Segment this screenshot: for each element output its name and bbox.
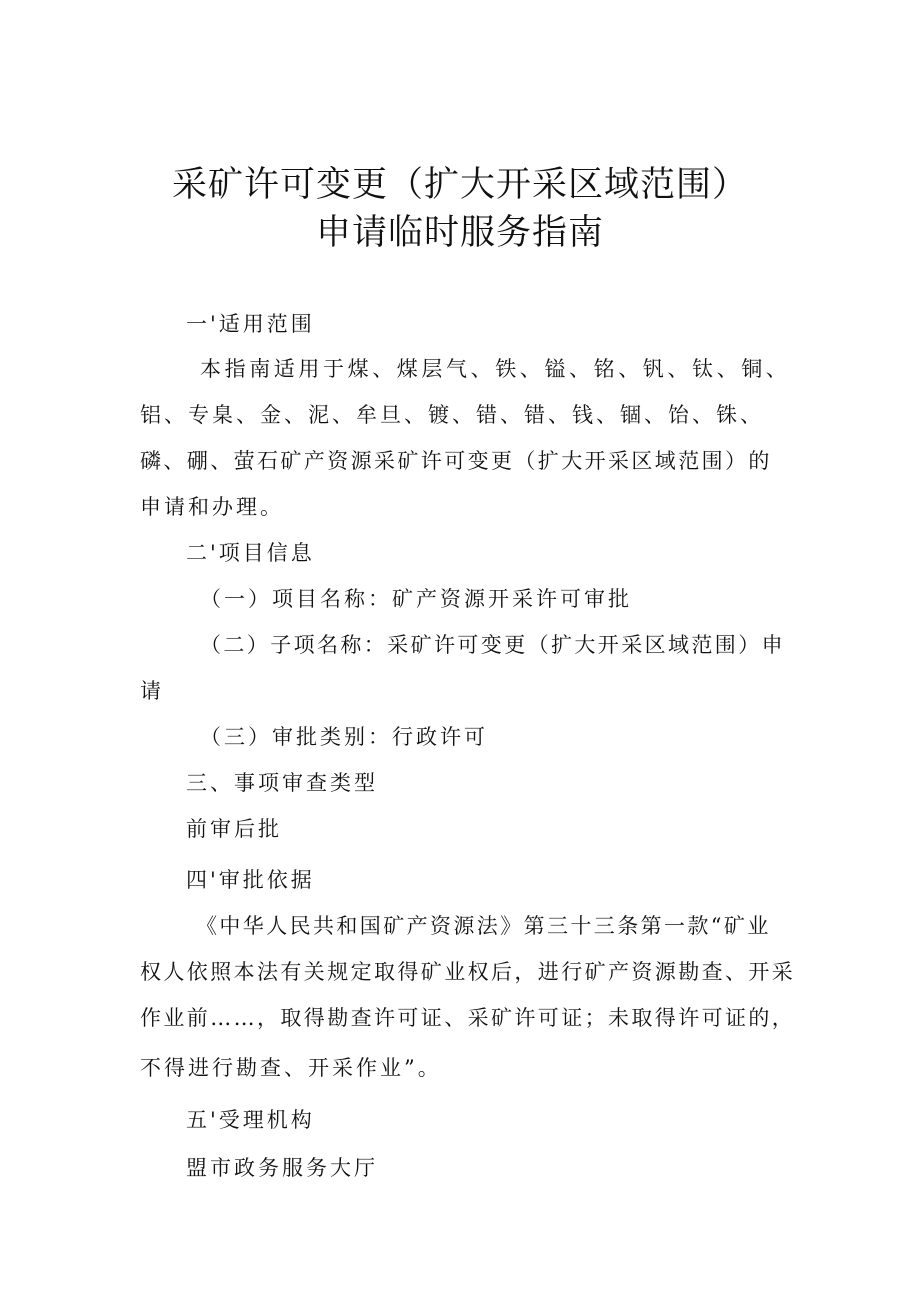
scope-body-line-3: 磷、硼、萤石矿产资源采矿许可变更（扩大开采区域范围）的 <box>140 449 772 473</box>
review-type-value: 前审后批 <box>186 817 282 841</box>
basis-body-line-1: 《中华人民共和国矿产资源法》第三十三条第一款“矿业 <box>196 914 771 938</box>
scope-body-line-1: 本指南适用于煤、煤层气、铁、镒、铭、钒、钛、铜、 <box>200 357 791 381</box>
basis-body-line-4: 不得进行勘查、开采作业”。 <box>140 1056 442 1080</box>
section-heading-agency: 五'受理机构 <box>186 1108 315 1132</box>
project-item-subitem-line-2: 请 <box>140 679 164 703</box>
basis-body-line-3: 作业前……，取得勘查许可证、采矿许可证；未取得许可证的， <box>140 1006 796 1030</box>
project-item-subitem-line-1: （二）子项名称：采矿许可变更（扩大开采区域范围）申 <box>200 633 785 657</box>
project-item-name: （一）项目名称：矿产资源开采许可审批 <box>200 587 632 611</box>
scope-body-line-2: 铝、专臬、金、泥、牟旦、镀、错、错、钱、锢、饴、铢、 <box>140 403 764 427</box>
section-heading-basis: 四'审批依据 <box>186 868 315 892</box>
document-title-line-1: 采矿许可变更（扩大开采区域范围） <box>171 165 748 205</box>
section-heading-project: 二'项目信息 <box>186 541 315 565</box>
document-title-line-2: 申请临时服务指南 <box>315 213 604 253</box>
scope-body-line-4: 申请和办理。 <box>140 495 284 519</box>
section-heading-scope: 一'适用范围 <box>186 312 315 336</box>
project-item-category: （三）审批类别：行政许可 <box>200 725 488 749</box>
basis-body-line-2: 权人依照本法有关规定取得矿业权后，进行矿产资源勘查、开采 <box>140 960 796 984</box>
section-heading-review-type: 三、事项审查类型 <box>186 771 378 795</box>
agency-value: 盟市政务服务大厅 <box>186 1156 378 1180</box>
